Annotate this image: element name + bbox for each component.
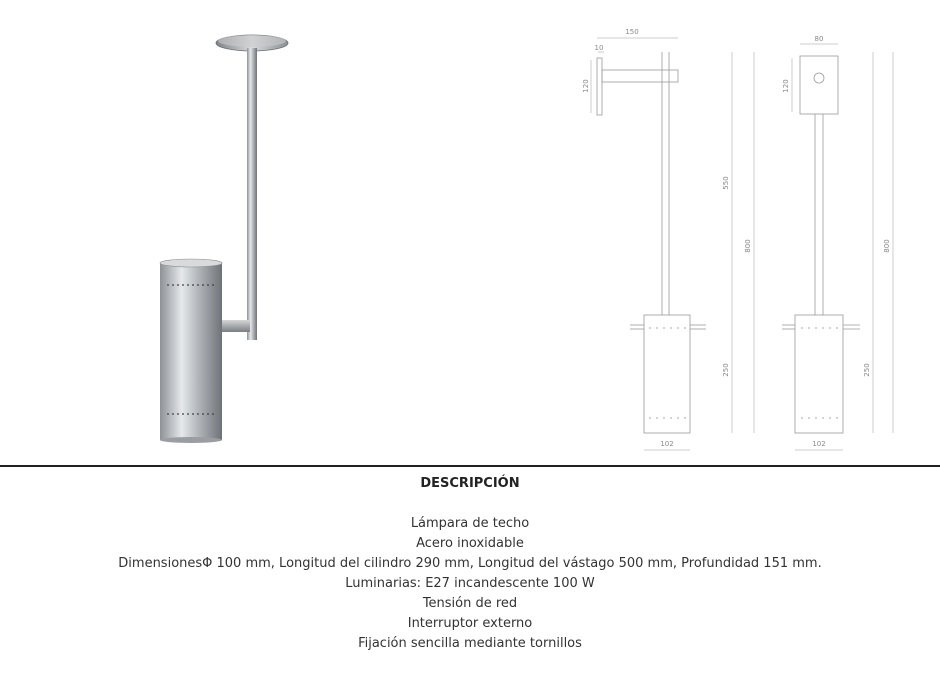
- dim-front-cylinder: 250: [863, 363, 871, 377]
- product-photo: [0, 0, 420, 460]
- description-line: Lámpara de techo: [410, 516, 530, 531]
- description-title: DESCRIPCIÓN: [420, 476, 520, 491]
- dim-front-diameter: 102: [812, 440, 826, 448]
- dim-side-stem: 550: [722, 176, 730, 190]
- description-line: Acero inoxidable: [416, 536, 524, 551]
- dim-side-plate-height: 120: [582, 79, 590, 93]
- dim-side-width: 150: [625, 28, 639, 36]
- technical-drawing: [560, 0, 940, 460]
- lamp-stem: [247, 48, 257, 340]
- dim-side-diameter: 102: [660, 440, 674, 448]
- description-lines: [0, 514, 940, 654]
- dim-side-total: 800: [744, 239, 752, 253]
- lamp-illustration: [0, 0, 420, 460]
- dim-side-cylinder: 250: [722, 363, 730, 377]
- description-line: DimensionesΦ 100 mm, Longitud del cilindro 290 mm, Longitud del vástago 500 mm, Profundidad 151 mm.: [118, 556, 822, 571]
- section-divider: [0, 465, 940, 467]
- lamp-arm: [220, 320, 250, 332]
- dim-front-total: 800: [883, 239, 891, 253]
- description-line: Fijación sencilla mediante tornillos: [358, 636, 582, 651]
- dim-side-plate-thickness: 10: [594, 44, 604, 52]
- dim-front-plate-height: 120: [782, 79, 790, 93]
- dimension-drawing: [560, 0, 940, 460]
- description-section: [0, 474, 940, 654]
- dim-front-width: 80: [814, 35, 824, 43]
- description-line: Tensión de red: [422, 596, 518, 611]
- description-line: Luminarias: E27 incandescente 100 W: [345, 576, 595, 591]
- description-line: Interruptor externo: [407, 616, 533, 631]
